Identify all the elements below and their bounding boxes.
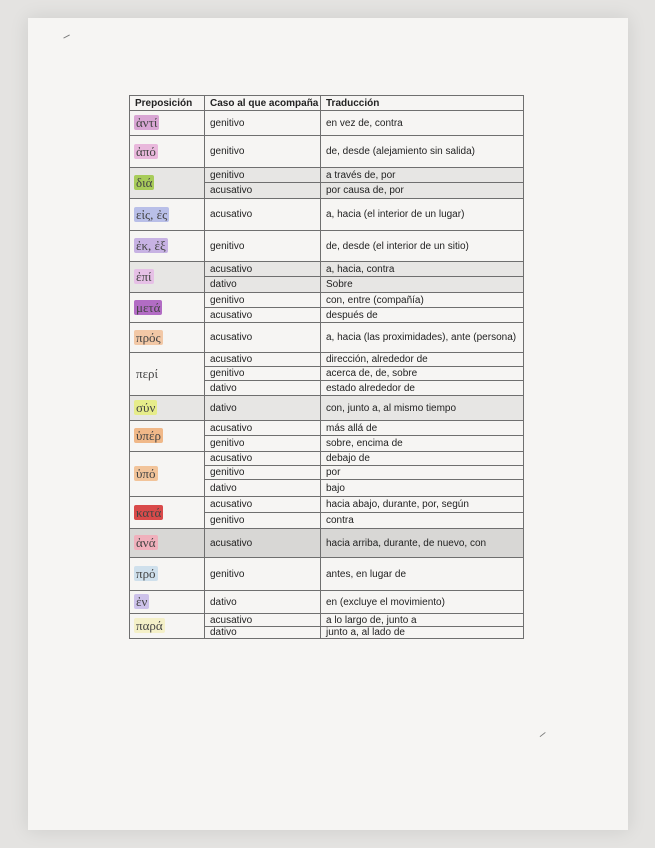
case-cell: dativo [205, 627, 321, 639]
case-cell: genitivo [205, 111, 321, 136]
translation-cell: por [321, 466, 524, 480]
case-cell: dativo [205, 396, 321, 421]
preposition-greek: διά [136, 175, 153, 190]
preposition-greek: ἀπό [136, 143, 156, 159]
translation-cell: por causa de, por [321, 183, 524, 199]
table-row [130, 353, 524, 367]
table-row [130, 111, 524, 136]
case-cell: acusativo [205, 262, 321, 277]
preposition-greek: ἐν [136, 594, 148, 609]
preposition-cell [130, 421, 205, 452]
case-cell: genitivo [205, 367, 321, 381]
translation-cell: estado alrededor de [321, 381, 524, 396]
preposition-greek: ἀντί [136, 115, 158, 130]
prepositions-table [129, 95, 524, 639]
case-cell: acusativo [205, 614, 321, 627]
preposition-greek: πρό [136, 566, 156, 581]
translation-cell: a, hacia (las proximidades), ante (persona) [321, 323, 524, 353]
preposition-cell [130, 111, 205, 136]
preposition-cell [130, 353, 205, 396]
preposition-cell [130, 497, 205, 529]
case-cell: genitivo [205, 466, 321, 480]
translation-cell: a través de, por [321, 168, 524, 183]
table-row [130, 421, 524, 436]
case-cell: acusativo [205, 497, 321, 513]
table-row [130, 199, 524, 231]
case-cell: genitivo [205, 168, 321, 183]
preposition-greek: ἀνά [136, 535, 156, 550]
case-cell: genitivo [205, 513, 321, 529]
preposition-cell [130, 136, 205, 168]
translation-cell: en vez de, contra [321, 111, 524, 136]
preposition-greek: πρός [136, 329, 161, 345]
preposition-cell [130, 396, 205, 421]
case-cell: genitivo [205, 558, 321, 591]
table-row [130, 231, 524, 262]
case-cell: dativo [205, 480, 321, 497]
translation-cell: debajo de [321, 452, 524, 466]
case-cell: genitivo [205, 136, 321, 168]
translation-cell: con, entre (compañía) [321, 293, 524, 308]
preposition-cell [130, 591, 205, 614]
case-cell: dativo [205, 381, 321, 396]
translation-cell: después de [321, 308, 524, 323]
preposition-cell [130, 168, 205, 199]
case-cell: dativo [205, 277, 321, 293]
preposition-greek: κατά [136, 504, 162, 520]
preposition-cell [130, 529, 205, 558]
preposition-cell [130, 293, 205, 323]
preposition-greek: ἐπί [136, 269, 152, 284]
case-cell: acusativo [205, 199, 321, 231]
table-row [130, 614, 524, 627]
preposition-cell [130, 558, 205, 591]
translation-cell: de, desde (el interior de un sitio) [321, 231, 524, 262]
translation-cell: hacia arriba, durante, de nuevo, con [321, 529, 524, 558]
preposition-cell [130, 231, 205, 262]
preposition-greek: περί [136, 366, 159, 381]
table-row [130, 529, 524, 558]
pen-mark-right: − [534, 726, 551, 743]
preposition-cell [130, 614, 205, 639]
preposition-greek: παρά [136, 618, 163, 633]
table-row [130, 293, 524, 308]
case-cell: dativo [205, 591, 321, 614]
case-cell: genitivo [205, 293, 321, 308]
preposition-greek: ἐκ, ἐξ [136, 238, 166, 253]
preposition-greek: ὑπό [136, 466, 156, 481]
case-cell: acusativo [205, 323, 321, 353]
table-row [130, 323, 524, 353]
translation-cell: a, hacia (el interior de un lugar) [321, 199, 524, 231]
case-cell: acusativo [205, 529, 321, 558]
translation-cell: más allá de [321, 421, 524, 436]
preposition-greek: εἰς, ἐς [136, 206, 168, 222]
case-cell: acusativo [205, 183, 321, 199]
header-caso: Caso al que acompaña [205, 96, 321, 111]
translation-cell: contra [321, 513, 524, 529]
translation-cell: con, junto a, al mismo tiempo [321, 396, 524, 421]
translation-cell: junto a, al lado de [321, 627, 524, 639]
preposition-cell [130, 199, 205, 231]
translation-cell: antes, en lugar de [321, 558, 524, 591]
translation-cell: en (excluye el movimiento) [321, 591, 524, 614]
table-body [130, 111, 524, 639]
translation-cell: a, hacia, contra [321, 262, 524, 277]
preposition-greek: μετά [136, 299, 161, 315]
case-cell: genitivo [205, 436, 321, 452]
translation-cell: dirección, alrededor de [321, 353, 524, 367]
preposition-greek: ὑπέρ [136, 428, 161, 443]
preposition-cell [130, 323, 205, 353]
translation-cell: a lo largo de, junto a [321, 614, 524, 627]
table-row [130, 497, 524, 513]
case-cell: acusativo [205, 353, 321, 367]
translation-cell: acerca de, de, sobre [321, 367, 524, 381]
case-cell: acusativo [205, 421, 321, 436]
translation-cell: sobre, encima de [321, 436, 524, 452]
case-cell: acusativo [205, 308, 321, 323]
table-row [130, 262, 524, 277]
translation-cell: Sobre [321, 277, 524, 293]
translation-cell: bajo [321, 480, 524, 497]
header-traduccion: Traducción [321, 96, 524, 111]
table-row [130, 168, 524, 183]
table-row [130, 396, 524, 421]
table-header-row [130, 96, 524, 111]
preposition-cell [130, 452, 205, 497]
preposition-greek: σύν [136, 400, 156, 415]
table-row [130, 136, 524, 168]
preposition-cell [130, 262, 205, 293]
case-cell: acusativo [205, 452, 321, 466]
case-cell: genitivo [205, 231, 321, 262]
pen-mark-top-left: − [59, 28, 74, 45]
translation-cell: hacia abajo, durante, por, según [321, 497, 524, 513]
table-row [130, 452, 524, 466]
translation-cell: de, desde (alejamiento sin salida) [321, 136, 524, 168]
table-row [130, 591, 524, 614]
table-row [130, 558, 524, 591]
header-preposicion: Preposición [130, 96, 205, 111]
